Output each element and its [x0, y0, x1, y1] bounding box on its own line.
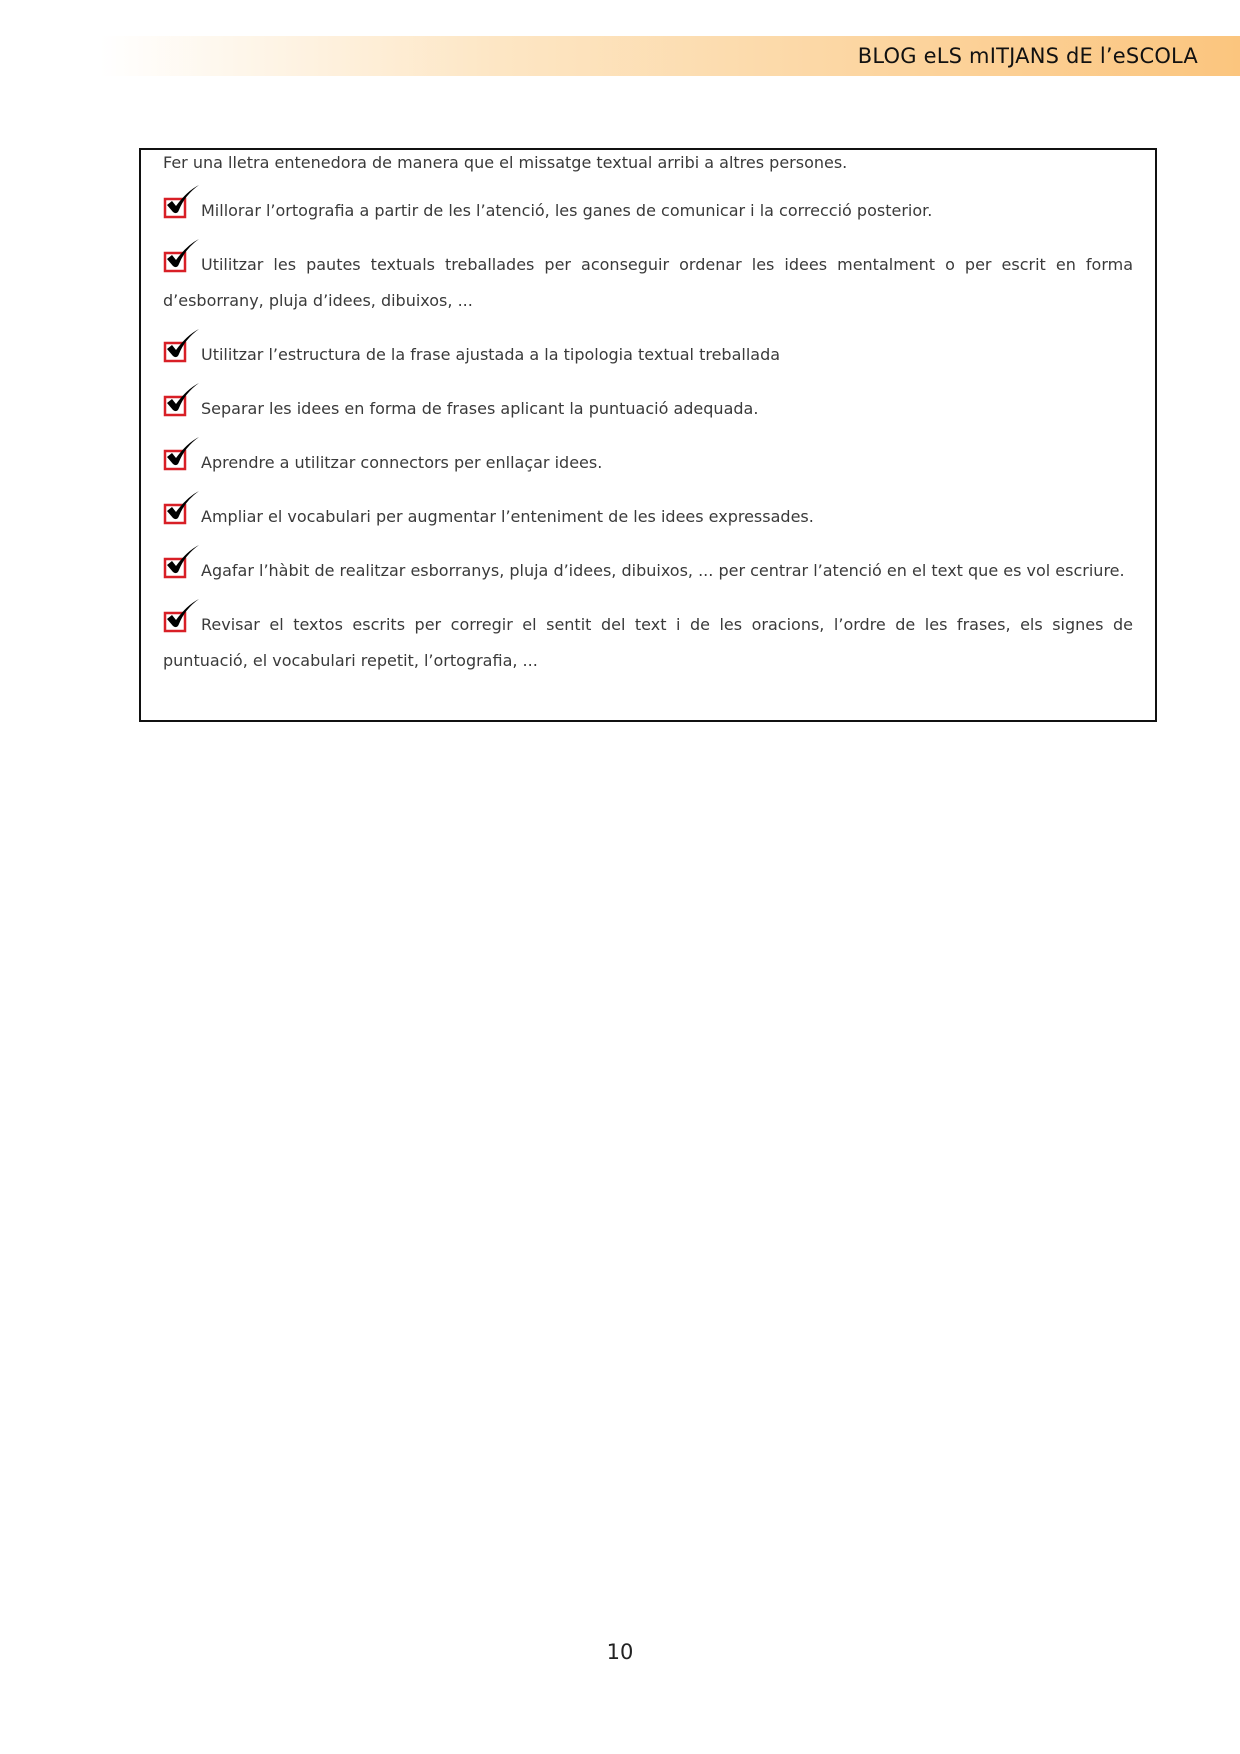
header-title: BLOG eLS mITJANS dE l’eSCOLA	[857, 44, 1198, 68]
list-item-text: Agafar l’hàbit de realitzar esborranys, pluja d’idees, dibuixos, ... per centrar l’atenció en el text que es vol escriure.	[201, 561, 1125, 580]
checkbox-check-icon	[163, 195, 199, 221]
list-item-text: Aprendre a utilitzar connectors per enllaçar idees.	[201, 453, 603, 472]
list-item	[163, 607, 1133, 679]
checkbox-check-icon	[163, 447, 199, 473]
list-item	[163, 445, 1133, 481]
list-item-text: Ampliar el vocabulari per augmentar l’enteniment de les idees expressades.	[201, 507, 814, 526]
checkbox-check-icon	[163, 609, 199, 635]
page-number: 10	[606, 1640, 634, 1664]
list-item-text: Separar les idees en forma de frases aplicant la puntuació adequada.	[201, 399, 759, 418]
list-item	[163, 247, 1133, 319]
list-item-text: Utilitzar l’estructura de la frase ajustada a la tipologia textual treballada	[201, 345, 781, 364]
list-item	[163, 553, 1133, 589]
list-item	[163, 337, 1133, 373]
objectives-box	[139, 148, 1157, 722]
list-item	[163, 499, 1133, 535]
list-item-text: Revisar el textos escrits per corregir el sentit del text i de les oracions, l’ordre de les frases, els signes de puntuació, el vocabulari repetit, l’ortografia, ...	[163, 615, 1133, 670]
list-item-text: Millorar l’ortografia a partir de les l’atenció, les ganes de comunicar i la correcció posterior.	[201, 201, 933, 220]
checkbox-check-icon	[163, 339, 199, 365]
list-item	[163, 193, 1133, 229]
list-item-text: Utilitzar les pautes textuals treballades per aconseguir ordenar les idees mentalment o per escrit en forma d’esborrany, pluja d’idees, dibuixos, ...	[163, 255, 1133, 310]
checkbox-check-icon	[163, 249, 199, 275]
checkbox-check-icon	[163, 555, 199, 581]
list-item	[163, 391, 1133, 427]
intro-line: Fer una lletra entenedora de manera que el missatge textual arribi a altres persones.	[163, 153, 848, 172]
checkbox-check-icon	[163, 393, 199, 419]
checkbox-check-icon	[163, 501, 199, 527]
